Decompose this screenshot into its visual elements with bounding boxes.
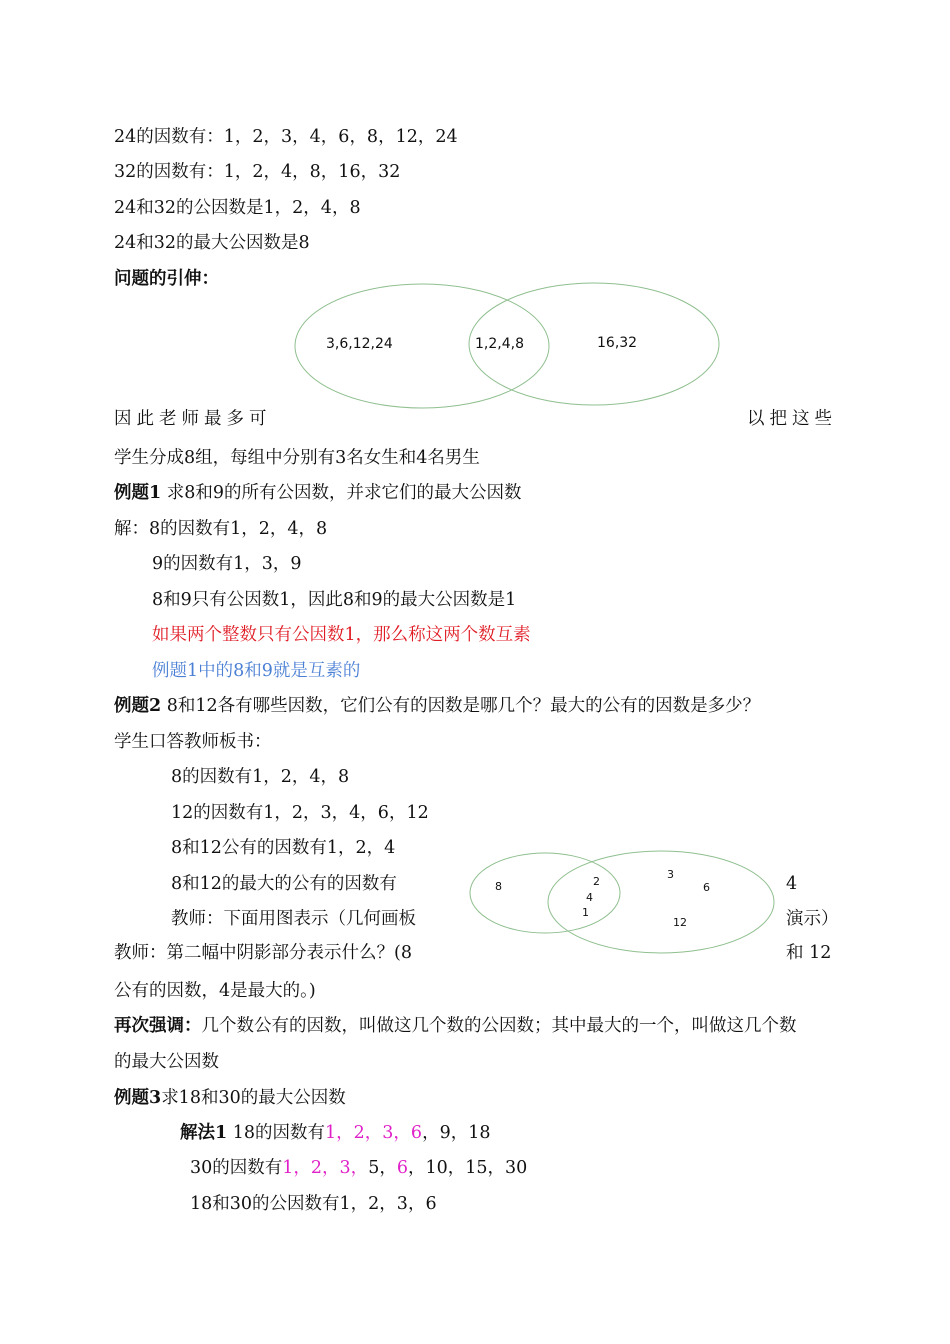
example3-line [114, 1086, 346, 1110]
venn2-right-circle [548, 851, 774, 953]
method1-l2-highlight2: 6 [396, 1158, 408, 1178]
emphasis-line [114, 1014, 797, 1038]
example2-factors-8: 8的因数有1，2，4，8 [171, 767, 350, 787]
method1-line2 [190, 1156, 527, 1180]
method1-l2-post: ，10，15，30 [407, 1158, 528, 1178]
emphasis-text: 几个数公有的因数，叫做这几个数的公因数；其中最大的一个，叫做这几个数 [201, 1016, 797, 1036]
method1-label: 解法1 [180, 1123, 228, 1143]
coprime-example: 例题1中的8和9就是互素的 [152, 661, 361, 681]
conclusion-line-2: 学生分成8组，每组中分别有3名女生和4名男生 [114, 448, 480, 468]
solution1-line1: 解：8的因数有1，2，4，8 [114, 519, 328, 539]
example2-line [114, 694, 760, 718]
method1-line3: 18和30的公因数有1，2，3，6 [190, 1194, 437, 1214]
example2-answer: 公有的因数，4是最大的。) [114, 981, 316, 1001]
gcd-line: 24和32的最大公因数是8 [114, 233, 310, 253]
extension-heading: 问题的引伸： [114, 269, 219, 289]
example2-question-right: 和 12 [786, 943, 832, 963]
common-factors-line: 24和32的公因数是1，2，4，8 [114, 198, 361, 218]
venn2-left-label: 8 [495, 880, 502, 893]
method1-l2-pre: 30的因数有 [190, 1158, 283, 1178]
venn-diagram-8-12 [465, 852, 775, 956]
example2-label: 例题2 [114, 696, 162, 716]
method1-highlight: 1，2，3，6 [325, 1123, 423, 1143]
venn1-middle-label: 1,2,4,8 [475, 336, 524, 352]
example2-question-left: 教师：第二幅中阴影部分表示什么？(8 [114, 943, 412, 963]
example2-oral: 学生口答教师板书： [114, 732, 272, 752]
coprime-definition: 如果两个整数只有公因数1，那么称这两个数互素 [152, 625, 531, 645]
method1-l2-highlight1: 1，2，3， [282, 1158, 369, 1178]
emphasis-line-2: 的最大公因数 [114, 1052, 219, 1072]
method1-line1 [180, 1121, 490, 1145]
method1-l2-mid: 5， [368, 1158, 397, 1178]
example3-text: 求18和30的最大公因数 [161, 1088, 346, 1108]
method1-post: ，9，18 [422, 1123, 491, 1143]
venn1-right-label: 16,32 [597, 335, 638, 351]
example2-common: 8和12公有的因数有1，2，4 [171, 838, 396, 858]
example1-label: 例题1 [114, 483, 162, 503]
venn1-left-label: 3,6,12,24 [326, 336, 393, 352]
venn2-common-1: 1 [582, 906, 589, 919]
emphasis-label: 再次强调： [114, 1016, 202, 1036]
venn2-common-4: 4 [586, 891, 593, 904]
conclusion-line-left: 因此老师最多可 [114, 409, 272, 429]
example2-text: 8和12各有哪些因数，它们公有的因数是哪几个？最大的公有的因数是多少？ [161, 696, 761, 716]
example2-demo-right: 演示） [786, 909, 839, 929]
method1-pre: 18的因数有 [227, 1123, 326, 1143]
example2-factors-12: 12的因数有1，2，3，4，6，12 [171, 803, 429, 823]
venn-diagram-24-32 [290, 282, 730, 414]
example2-greatest-right: 4 [786, 874, 798, 894]
solution1-line3: 8和9只有公因数1，因此8和9的最大公因数是1 [152, 590, 517, 610]
venn2-right-6: 6 [703, 881, 710, 894]
venn2-common-2: 2 [593, 875, 600, 888]
factors-24-line: 24的因数有：1，2，3，4，6，8，12，24 [114, 127, 458, 147]
solution1-line2: 9的因数有1，3，9 [152, 554, 302, 574]
conclusion-line-right: 以把这些 [747, 409, 837, 429]
example2-greatest-left: 8和12的最大的公有的因数有 [171, 874, 397, 894]
factors-32-line: 32的因数有：1，2，4，8，16，32 [114, 162, 401, 182]
example1-line [114, 481, 522, 505]
venn2-right-3: 3 [667, 868, 674, 881]
example1-text: 求8和9的所有公因数，并求它们的最大公因数 [161, 483, 522, 503]
venn2-left-circle [470, 853, 620, 933]
example2-demo-left: 教师：下面用图表示（几何画板 [171, 909, 416, 929]
venn2-right-12: 12 [673, 916, 687, 929]
example3-label: 例题3 [114, 1088, 162, 1108]
